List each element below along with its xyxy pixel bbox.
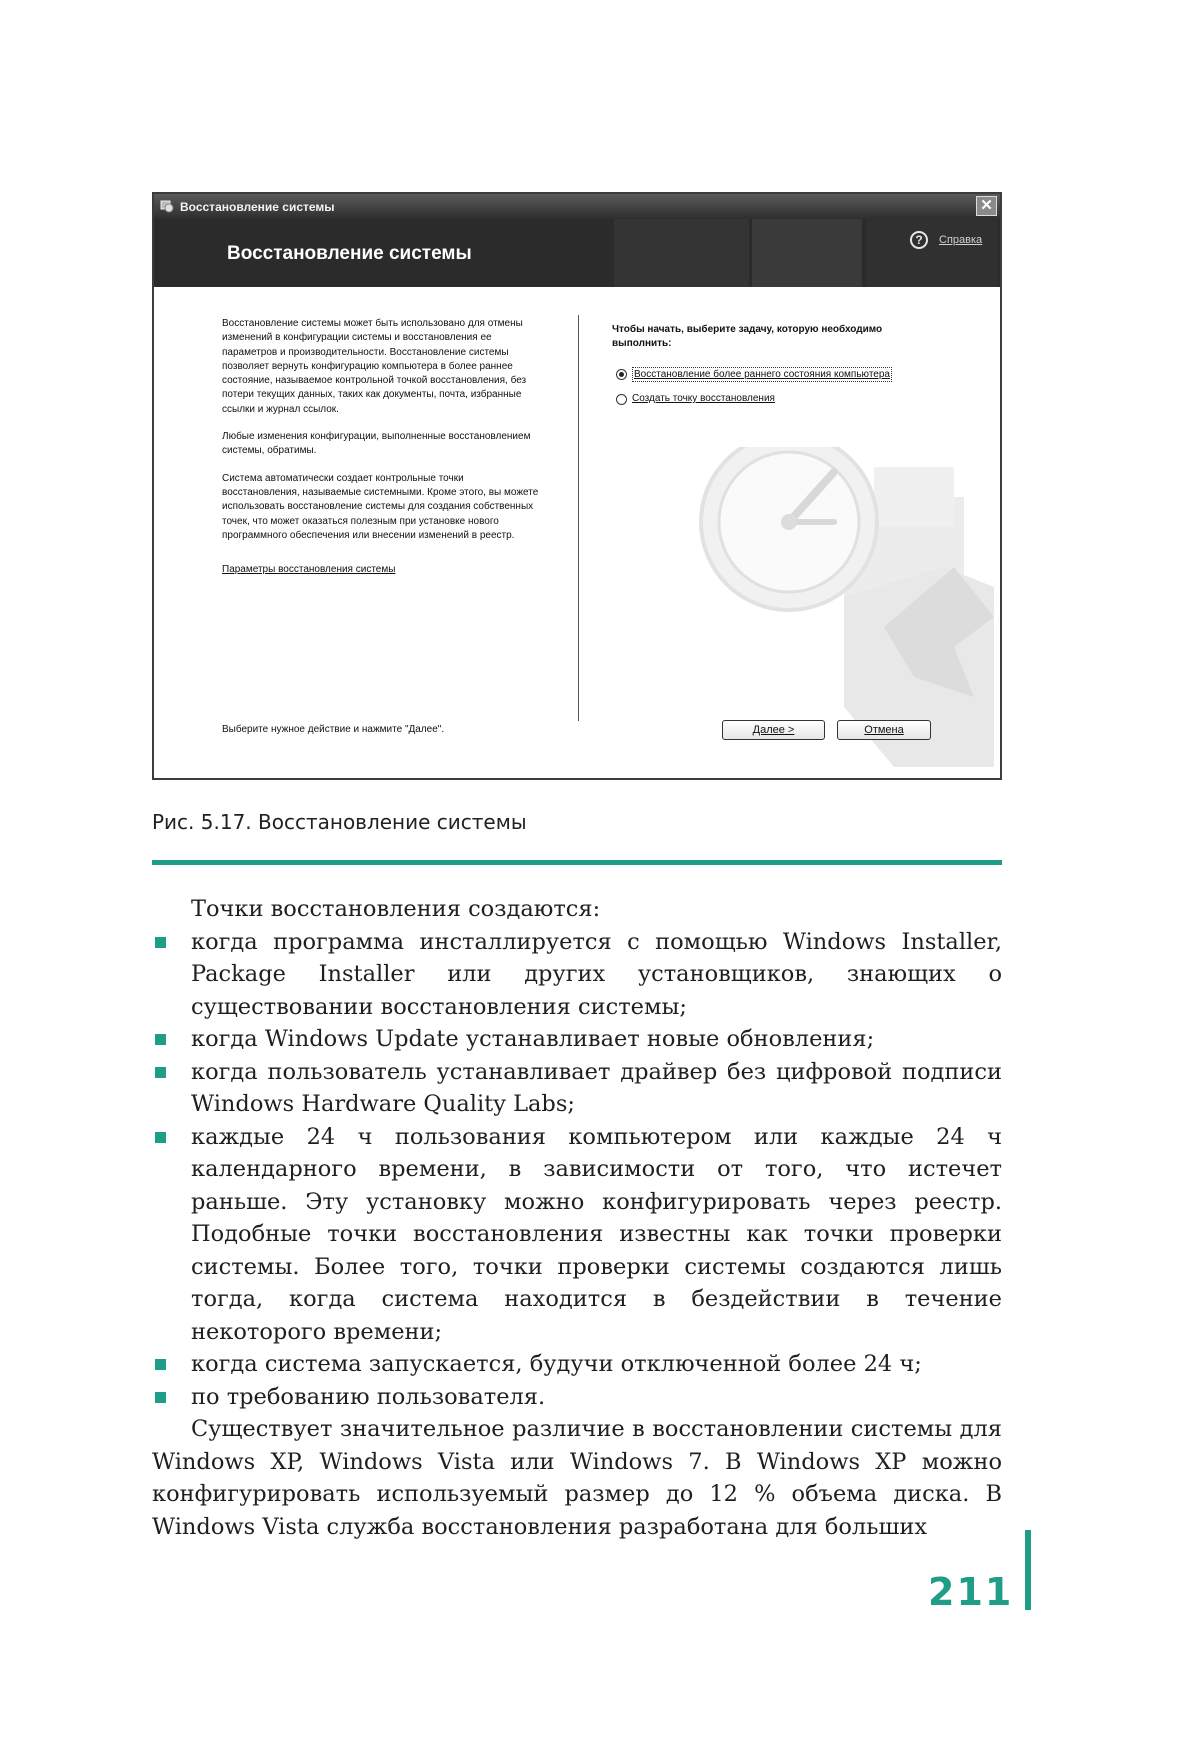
bullet-icon — [155, 1392, 166, 1403]
description-paragraph: Восстановление системы может быть использовано для отмены изменений в конфигурации системы и восстановления ее параметров и производительности. Восстановление системы позволяет вернуть конфигурацию компьютера в более раннее состояние, называемое контрольной точкой восстановления, без потери текущих данных, таких как документы, почта, избранные ссылки и журнал ссылок. — [222, 318, 527, 415]
list-item-text: когда Windows Update устанавливает новые обновления; — [191, 1026, 875, 1052]
list-item-text: когда система запускается, будучи отключенной более 24 ч; — [191, 1351, 922, 1377]
column-divider — [578, 315, 579, 721]
body-text — [152, 893, 1002, 1543]
wizard-content — [154, 287, 1000, 778]
restore-option-label[interactable]: Восстановление более раннего состояния компьютера — [634, 369, 890, 380]
help-link[interactable]: Справка — [939, 234, 983, 246]
bullet-icon — [155, 1067, 166, 1078]
page-number-bar — [1025, 1530, 1031, 1610]
bullet-icon — [155, 1359, 166, 1370]
system-restore-window — [152, 192, 1002, 780]
caption-rule — [152, 860, 1002, 865]
intro-paragraph: Точки восстановления создаются: — [191, 896, 601, 922]
page-number: 211 — [928, 1570, 1014, 1614]
header-panel-decoration — [866, 219, 998, 287]
list-item — [152, 1023, 1002, 1056]
bullet-icon — [155, 1132, 166, 1143]
description-paragraph: Любые изменения конфигурации, выполненные восстановлением системы, обратимы. — [222, 431, 531, 457]
system-restore-app-icon — [160, 199, 174, 213]
list-item-text: по требованию пользователя. — [191, 1383, 546, 1410]
wizard-header — [154, 219, 1000, 287]
description-paragraph: Система автоматически создает контрольные точки восстановления, называемые системными. Кроме этого, вы можете использовать восстановление системы для создания собственных точек, что может оказаться полезным при установке нового программного обеспечения или внесении изменений в реестр. — [222, 472, 539, 541]
bullet-list — [152, 926, 1002, 1414]
closing-paragraph: Существует значительное различие в восстановлении системы для Windows XP, Windows Vista или Windows 7. В Windows XP можно конфигурировать используемый размер до 12 % объема диска. В Windows Vista служба восстановления разработана для больших — [152, 1416, 1002, 1540]
bullet-icon — [155, 937, 166, 948]
window-title: Восстановление системы — [180, 200, 335, 214]
clock-watermark-icon — [694, 447, 994, 767]
next-button-label: Далее > — [752, 724, 795, 736]
create-point-option-label[interactable]: Создать точку восстановления — [632, 393, 775, 404]
list-item — [152, 1348, 1002, 1381]
close-icon: ✕ — [980, 197, 993, 214]
list-item-text: когда пользователь устанавливает драйвер без цифровой подписи Windows Hardware Quality Labs; — [191, 1058, 1002, 1117]
list-item — [152, 926, 1002, 1024]
help-icon[interactable]: ? — [910, 231, 928, 249]
task-prompt: Чтобы начать, выберите задачу, которую необходимо выполнить: — [612, 324, 883, 349]
task-column — [612, 323, 902, 405]
header-panel-decoration — [752, 219, 862, 287]
create-point-radio[interactable] — [616, 394, 627, 405]
figure-caption: Рис. 5.17. Восстановление системы — [152, 810, 527, 834]
list-item-text: каждые 24 ч пользования компьютером или каждые 24 ч календарного времени, в зависимости от того, что истечет раньше. Эту установку можно конфигурировать через реестр. Подобные точки восстановления известны как точки проверки системы. Более того, точки проверки системы создаются лишь тогда, когда система находится в бездействии в течение некоторого времени; — [191, 1123, 1002, 1345]
wizard-title: Восстановление системы — [227, 243, 472, 264]
close-button[interactable] — [976, 196, 997, 216]
bullet-icon — [155, 1034, 166, 1045]
restore-radio[interactable] — [616, 369, 627, 380]
footer-hint: Выберите нужное действие и нажмите "Далее". — [222, 724, 445, 735]
window-titlebar[interactable] — [154, 194, 1000, 219]
description-column — [222, 317, 540, 590]
option-restore-earlier-state[interactable] — [612, 367, 902, 382]
list-item — [152, 1381, 1002, 1414]
cancel-button-label: Отмена — [864, 724, 904, 736]
list-item — [152, 1121, 1002, 1349]
list-item-text: когда программа инсталлируется с помощью Windows Installer, Package Installer или других установщиков, знающих о существовании восстановления системы; — [191, 928, 1002, 1020]
next-button[interactable] — [722, 720, 825, 740]
restore-settings-link[interactable]: Параметры восстановления системы — [222, 564, 396, 576]
header-panel-decoration — [614, 219, 749, 287]
option-create-restore-point[interactable] — [612, 392, 902, 405]
list-item — [152, 1056, 1002, 1121]
cancel-button[interactable] — [837, 720, 931, 740]
